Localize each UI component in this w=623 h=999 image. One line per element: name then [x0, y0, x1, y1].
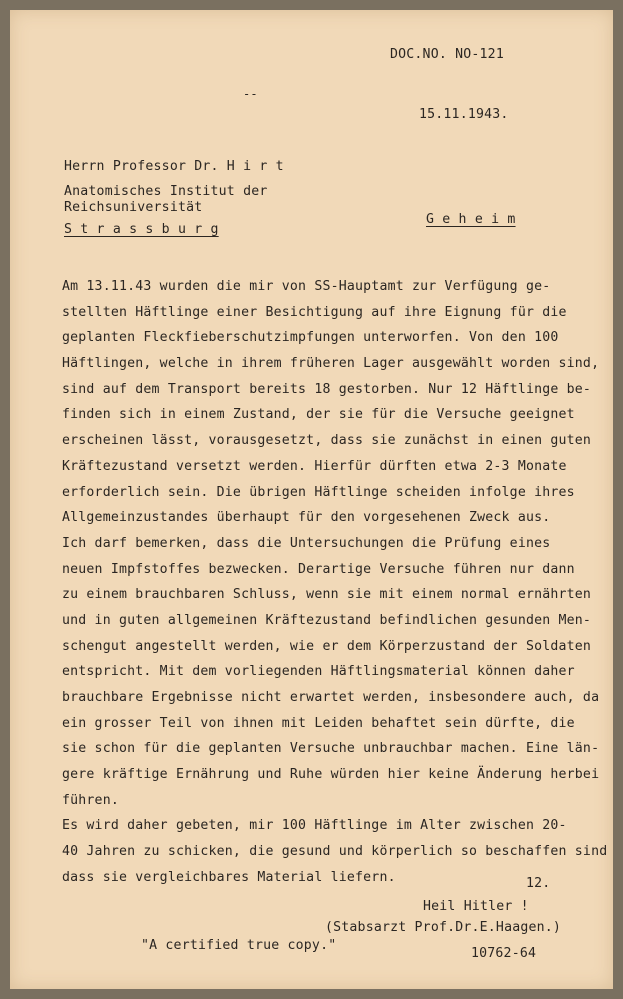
recipient-city: S t r a s s b u r g [64, 222, 219, 237]
recipient-name: Herrn Professor Dr. H i r t [64, 159, 284, 174]
body-line: dass sie vergleichbares Material liefern. [62, 869, 396, 885]
body-line: brauchbare Ergebnisse nicht erwartet werden, insbesondere auch, da [62, 690, 600, 705]
body-line: finden sich in einem Zustand, der sie für die Versuche geeignet [62, 407, 575, 423]
body-line: erforderlich sein. Die übrigen Häftlinge scheiden infolge ihres [62, 484, 575, 500]
body-line: führen. [62, 792, 119, 808]
body-line: gere kräftige Ernährung und Ruhe würden hier keine Änderung herbei [62, 767, 600, 783]
body-line: 40 Jahren zu schicken, die gesund und körperlich so beschaffen sind [62, 844, 608, 860]
page-number: 12. [526, 876, 551, 891]
document-number: DOC.NO. NO-121 [390, 47, 504, 62]
body-line: zu einem brauchbaren Schluss, wenn sie mit einem normal ernährten [62, 587, 592, 603]
body-line: neuen Impfstoffes bezwecken. Derartige Versuche führen nur dann [62, 561, 575, 577]
body-line: Allgemeinzustandes überhaupt für den vorgesehenen Zweck aus. [62, 510, 551, 526]
body-line: stellten Häftlinge einer Besichtigung auf ihre Eignung für die [62, 304, 567, 320]
body-line: Am 13.11.43 wurden die mir von SS-Hauptamt zur Verfügung ge- [62, 279, 551, 294]
letter-body [62, 274, 608, 891]
body-line: schengut angestellt werden, wie er dem Körperzustand der Soldaten [62, 638, 592, 654]
classification-stamp: G e h e i m [426, 212, 516, 227]
body-line: ein grosser Teil von ihnen mit Leiden behaftet sein dürfte, die [62, 715, 575, 731]
certified-copy-note: "A certified true copy." [141, 938, 337, 953]
body-line: Kräftezustand versetzt werden. Hierfür dürften etwa 2-3 Monate [62, 458, 567, 474]
body-line: und in guten allgemeinen Kräftezustand befindlichen gesunden Men- [62, 612, 592, 628]
body-line: geplanten Fleckfieberschutzimpfungen unterworfen. Von den 100 [62, 330, 559, 346]
stray-mark: -- [243, 87, 258, 101]
closing-greeting: Heil Hitler ! [423, 899, 529, 914]
body-line: entspricht. Mit dem vorliegenden Häftlingsmaterial können daher [62, 664, 575, 680]
body-line: Ich darf bemerken, dass die Untersuchungen die Prüfung eines [62, 535, 551, 551]
letter-date: 15.11.1943. [419, 107, 509, 122]
body-line: sind auf dem Transport bereits 18 gestorben. Nur 12 Häftlinge be- [62, 381, 592, 397]
body-line: erscheinen lässt, vorausgesetzt, dass sie zunächst in einen guten [62, 433, 592, 449]
body-line: sie schon für die geplanten Versuche unbrauchbar machen. Eine län- [62, 741, 600, 757]
recipient-institute-line1: Anatomisches Institut der [64, 184, 268, 199]
archive-number: 10762-64 [471, 946, 537, 961]
document-page [10, 10, 613, 989]
signature-line: (Stabsarzt Prof.Dr.E.Haagen.) [325, 920, 562, 935]
recipient-institute-line2: Reichsuniversität [64, 200, 203, 215]
body-line: Häftlingen, welche in ihrem früheren Lager ausgewählt worden sind, [62, 356, 600, 372]
body-line: Es wird daher gebeten, mir 100 Häftlinge im Alter zwischen 20- [62, 818, 567, 834]
